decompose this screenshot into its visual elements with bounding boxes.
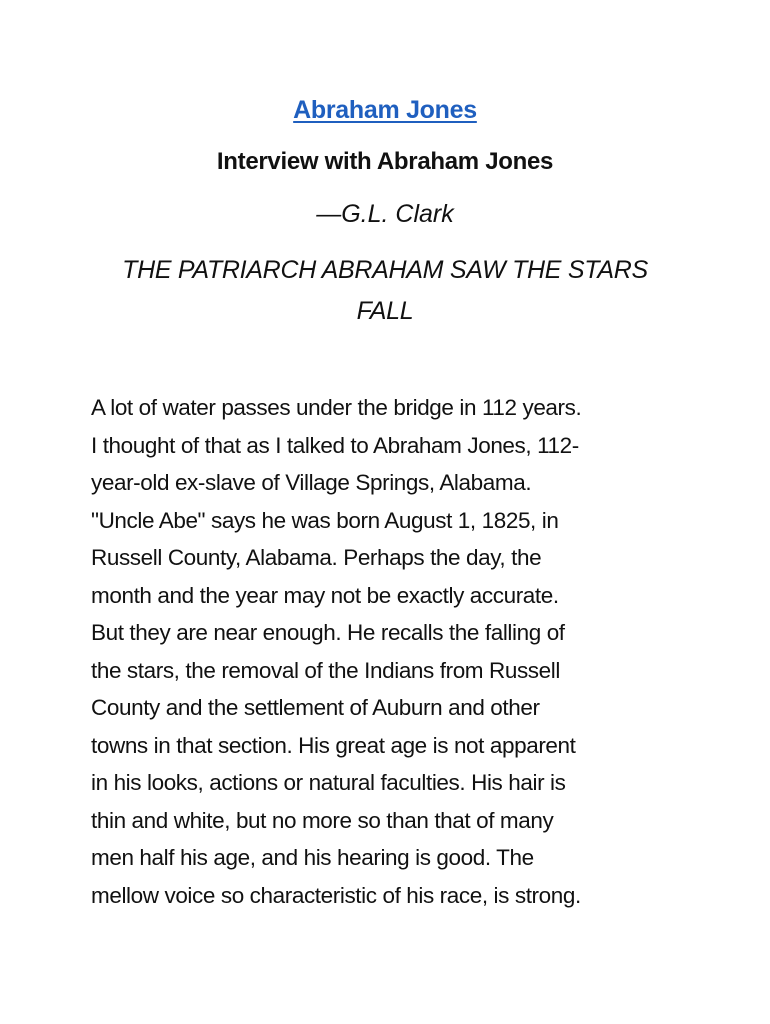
- body-line: Russell County, Alabama. Perhaps the day, the: [91, 545, 542, 570]
- body-line: A lot of water passes under the bridge in 112 years.: [91, 395, 582, 420]
- body-line: I thought of that as I talked to Abraham Jones, 112-: [91, 432, 579, 458]
- title-link[interactable]: Abraham Jones: [293, 96, 477, 124]
- body-line: County and the settlement of Auburn and other: [91, 695, 540, 720]
- body-line: month and the year may not be exactly accurate.: [91, 582, 559, 608]
- subtitle: Interview with Abraham Jones: [216, 148, 554, 175]
- body-line: thin and white, but no more so than that of many: [91, 807, 554, 833]
- byline: —G.L. Clark: [316, 200, 454, 228]
- body-line: "Uncle Abe" says he was born August 1, 1825, in: [91, 507, 559, 533]
- body-line: towns in that section. His great age is not apparent: [91, 732, 576, 758]
- body-line: But they are near enough. He recalls the falling of: [91, 620, 565, 645]
- body-line: men half his age, and his hearing is good. The: [91, 845, 534, 870]
- body-line: in his looks, actions or natural faculties. His hair is: [91, 770, 566, 795]
- body-line: year-old ex-slave of Village Springs, Alabama.: [91, 470, 532, 495]
- story-heading: [110, 250, 660, 332]
- body-line: the stars, the removal of the Indians from Russell: [91, 657, 560, 683]
- body-paragraph: [91, 389, 691, 914]
- body-line: mellow voice so characteristic of his race, is strong.: [91, 882, 581, 908]
- story-heading-line: THE PATRIARCH ABRAHAM SAW THE STARS: [122, 256, 648, 284]
- story-heading-line: FALL: [356, 297, 414, 325]
